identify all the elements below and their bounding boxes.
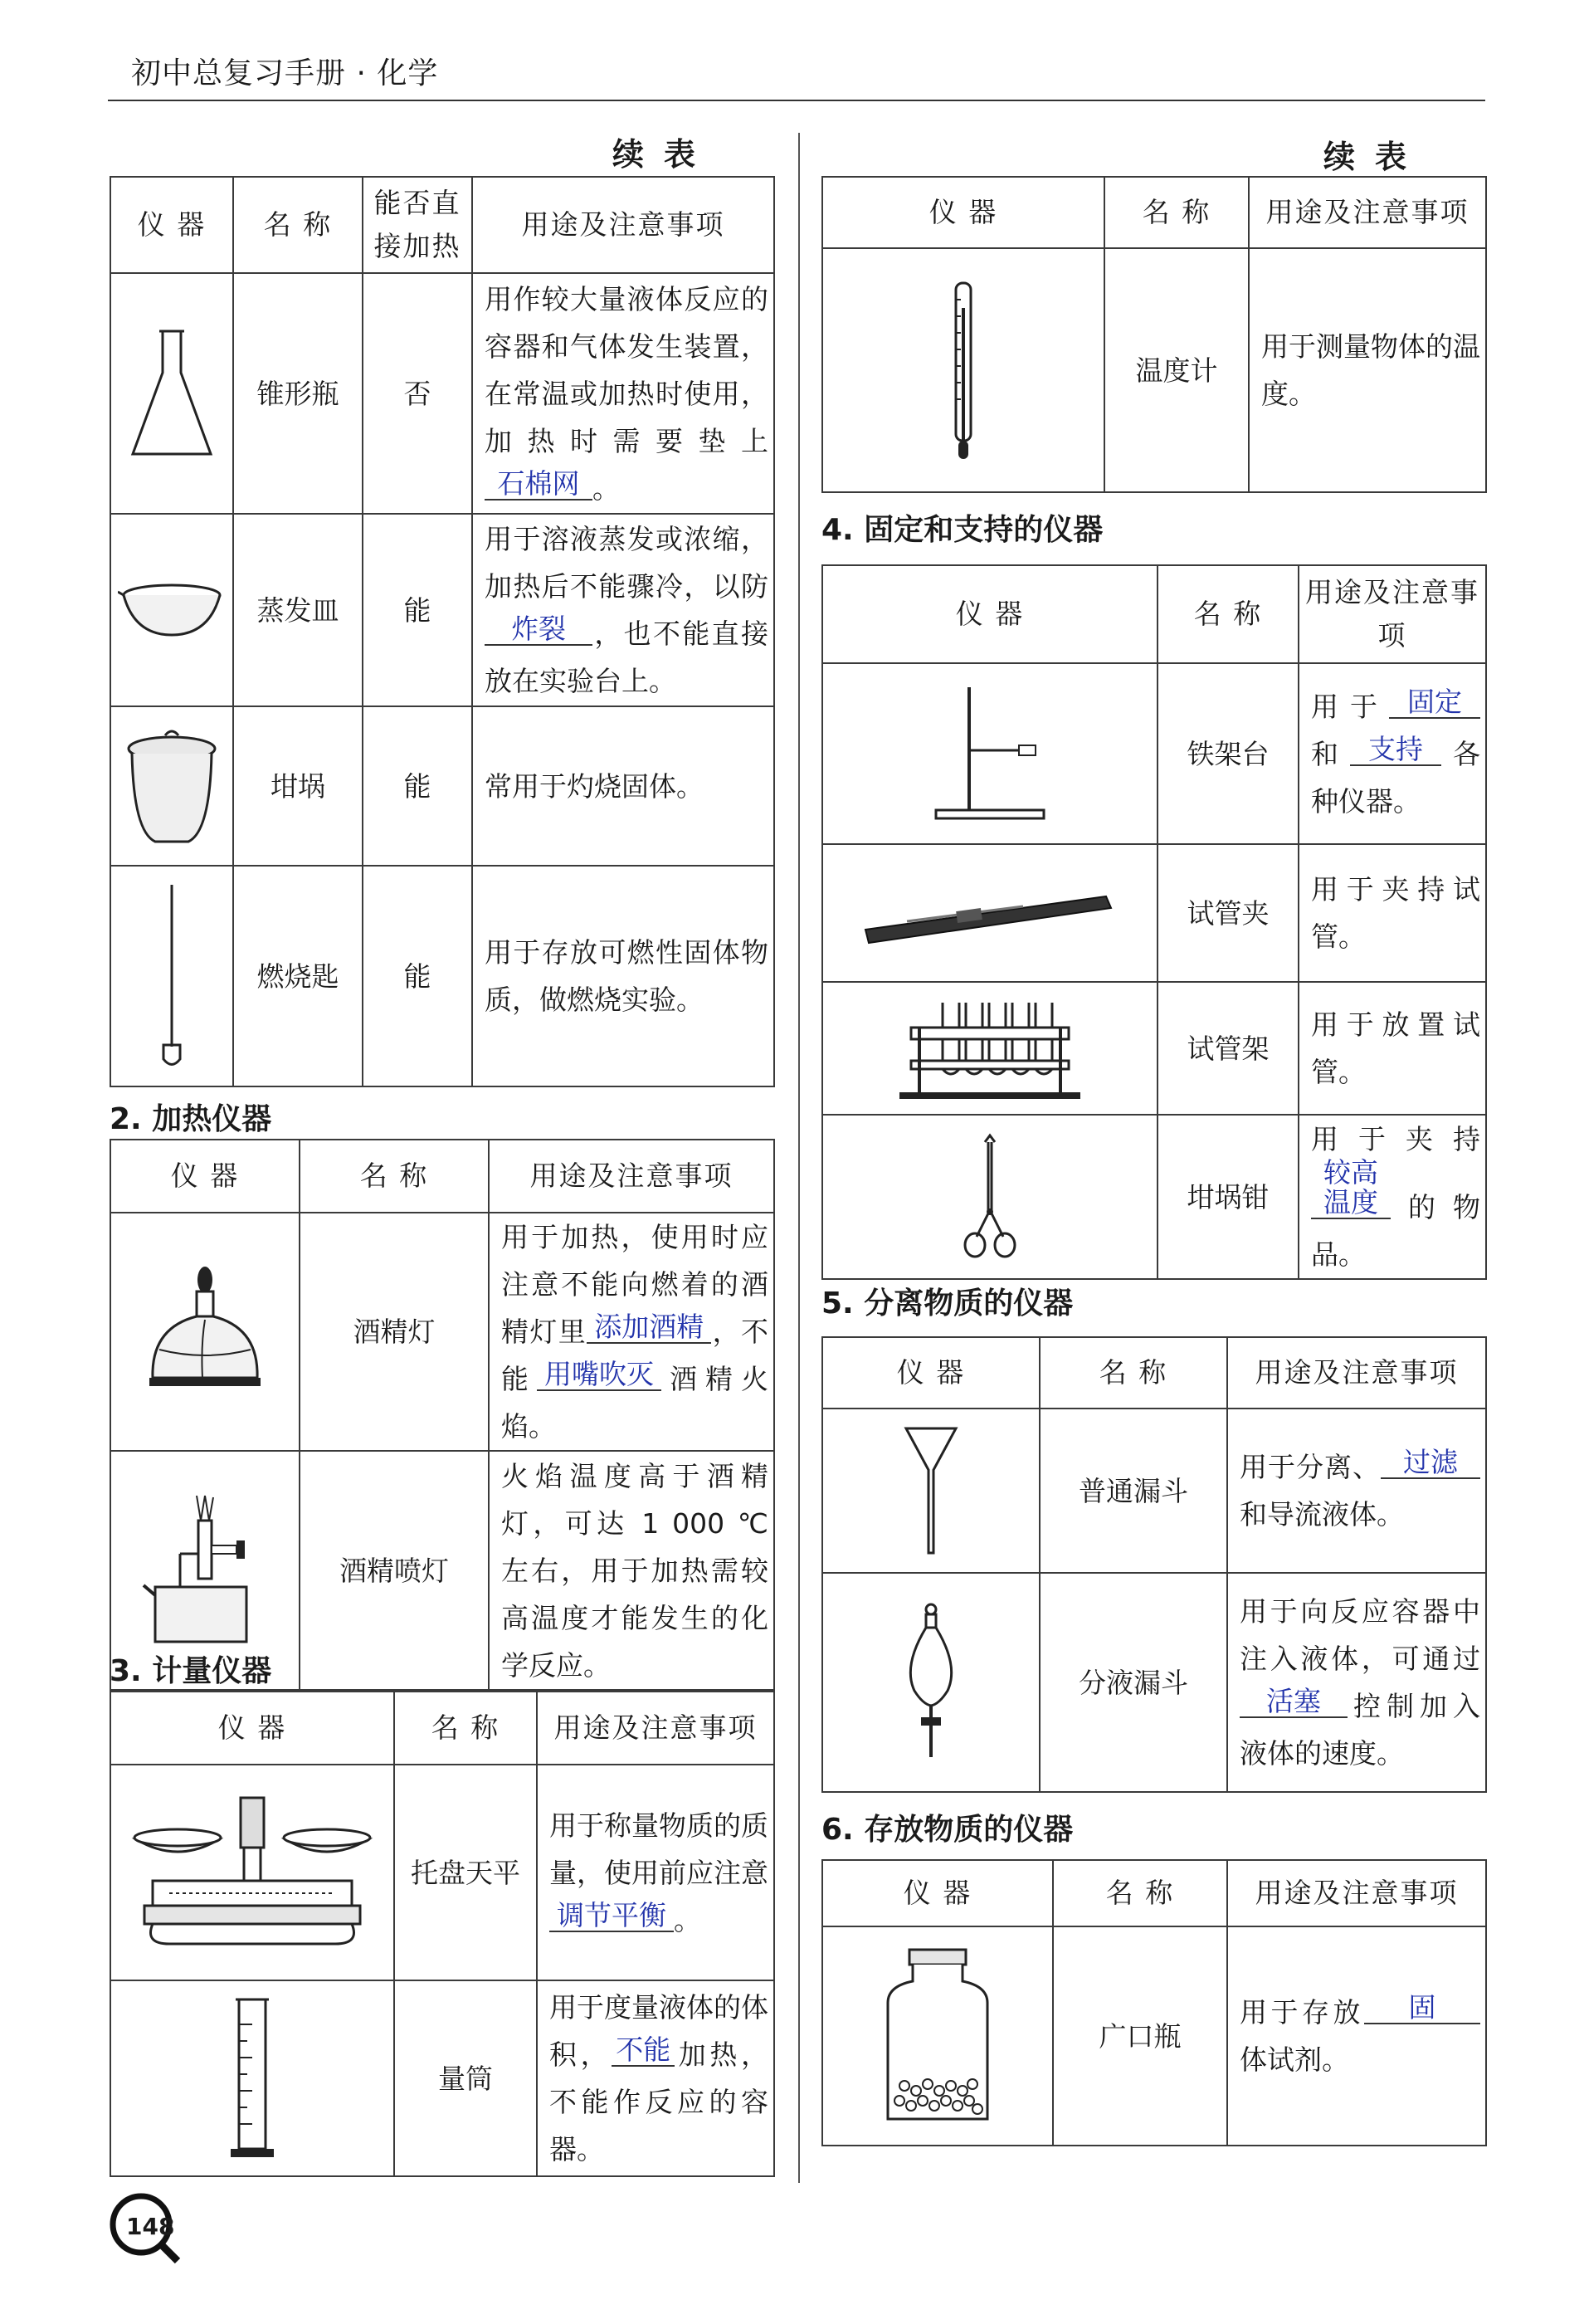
- col-header-name: 名 称: [1040, 1337, 1227, 1409]
- answer-fill: 支持: [1350, 735, 1441, 766]
- usage-text: 用于向反应容器中注入液体，可通过: [1240, 1595, 1480, 1675]
- thermometer-icon: [943, 275, 984, 466]
- table-row: [110, 706, 774, 866]
- table-row: [822, 248, 1486, 492]
- col-header-instrument: 仪 器: [822, 565, 1158, 663]
- instrument-name: 燃烧匙: [233, 866, 363, 1086]
- instrument-name: 广口瓶: [1053, 1926, 1227, 2146]
- col-header-usage: 用途及注意事项: [537, 1692, 774, 1765]
- answer-fill: 炸裂: [485, 614, 592, 646]
- col-header-usage: 用途及注意事项: [489, 1140, 774, 1213]
- col-header-name: 名 称: [300, 1140, 489, 1213]
- answer-fill: 用嘴吹灭: [537, 1360, 661, 1391]
- answer-fill: 调节平衡: [549, 1901, 674, 1932]
- table-row: [822, 1115, 1486, 1279]
- direct-heat-value: 能: [363, 866, 472, 1086]
- col-header-instrument: 仪 器: [110, 1140, 300, 1213]
- page-header: 初中总复习手册 · 化学: [131, 56, 439, 90]
- section-title-separation: 5. 分离物质的仪器: [821, 1286, 1074, 1321]
- page-number-badge: [108, 2191, 183, 2266]
- table-row: [822, 844, 1486, 982]
- instrument-name: 铁架台: [1158, 663, 1299, 844]
- usage-text: 用于加热，使用时应注意不能向燃着的酒精灯里: [501, 1221, 768, 1348]
- col-header-name: 名 称: [1104, 177, 1249, 248]
- usage-text: 用于度量液体的体积，: [549, 1991, 768, 2071]
- usage-text: 用于夹持试管。: [1299, 844, 1486, 982]
- usage-text-mid: 和: [1311, 737, 1350, 770]
- table-row: [822, 1926, 1486, 2146]
- usage-text-end: 的物品。: [1311, 1191, 1480, 1271]
- col-header-name: 名 称: [1158, 565, 1299, 663]
- separation-table: [821, 1336, 1487, 1793]
- col-header-usage: 用途及注意事项: [1299, 565, 1486, 663]
- answer-fill: 不能: [612, 2035, 675, 2067]
- usage-text: 用于存放: [1240, 1996, 1364, 2029]
- instrument-name: 坩埚钳: [1158, 1115, 1299, 1279]
- answer-fill: 活塞: [1240, 1687, 1348, 1718]
- col-header-instrument: 仪 器: [822, 177, 1104, 248]
- heating-table: [110, 1139, 775, 1691]
- instrument-name: 量筒: [394, 1980, 537, 2176]
- usage-text: 用于: [1311, 690, 1389, 723]
- col-header-direct-heat: 能否直接加热: [363, 177, 472, 273]
- instrument-name: 坩埚: [233, 706, 363, 866]
- usage-text: 用于夹持: [1311, 1123, 1480, 1155]
- instrument-name: 酒精喷灯: [300, 1451, 489, 1690]
- section-title-support: 4. 固定和支持的仪器: [821, 513, 1104, 547]
- usage-text: 用于称量物质的质量，使用前应注意: [549, 1809, 768, 1889]
- alcohol-lamp-icon: [143, 1262, 267, 1403]
- usage-text: 用作较大量液体反应的容器和气体发生装置，在常温或加热时使用，加热时需要垫上: [485, 282, 768, 457]
- answer-fill: 较高温度: [1311, 1158, 1391, 1219]
- page-number: 148: [126, 2213, 175, 2240]
- usage-text: 用于放置试管。: [1299, 982, 1486, 1115]
- usage-text-end: 控制加入液体的速度。: [1240, 1690, 1480, 1770]
- table-row: [110, 1213, 774, 1451]
- balance-icon: [119, 1789, 385, 1955]
- funnel-icon: [902, 1420, 960, 1561]
- col-header-usage: 用途及注意事项: [1227, 1860, 1486, 1926]
- col-header-name: 名 称: [233, 177, 363, 273]
- evaporating-dish-icon: [118, 577, 226, 643]
- table-row: [110, 514, 774, 706]
- instrument-name: 锥形瓶: [233, 273, 363, 514]
- alcohol-blowtorch-icon: [139, 1487, 271, 1653]
- graduated-cylinder-icon: [219, 1991, 285, 2165]
- table-row: [822, 1573, 1486, 1792]
- instrument-name: 普通漏斗: [1040, 1409, 1227, 1573]
- storage-table: [821, 1859, 1487, 2146]
- usage-text: 用于分离、: [1240, 1451, 1381, 1483]
- col-header-instrument: 仪 器: [110, 1692, 394, 1765]
- instrument-name: 分液漏斗: [1040, 1573, 1227, 1792]
- iron-stand-icon: [928, 679, 1052, 828]
- instrument-name: 酒精灯: [300, 1213, 489, 1451]
- usage-text-end: 体试剂。: [1240, 2043, 1349, 2076]
- table-row: [110, 1765, 774, 1980]
- table-row: [822, 982, 1486, 1115]
- usage-text-mid: ，不能: [501, 1316, 769, 1395]
- usage-text-end: 和导流液体。: [1240, 1498, 1404, 1531]
- test-tube-rack-icon: [894, 994, 1085, 1102]
- col-header-instrument: 仪 器: [822, 1860, 1053, 1926]
- usage-text-end: 加热，不能作反应的容器。: [549, 2038, 769, 2165]
- direct-heat-value: 否: [363, 273, 472, 514]
- usage-text: 用于溶液蒸发或浓缩，加热后不能骤冷，以防: [485, 523, 768, 603]
- usage-text-end: 各种仪器。: [1311, 737, 1480, 818]
- instrument-name: 托盘天平: [394, 1765, 537, 1980]
- crucible-icon: [122, 724, 222, 848]
- section-title-storage: 6. 存放物质的仪器: [821, 1813, 1074, 1847]
- instrument-name: 温度计: [1104, 248, 1249, 492]
- combustion-spoon-icon: [155, 881, 188, 1072]
- table-row: [110, 1980, 774, 2176]
- measuring-table: [110, 1691, 775, 2177]
- instrument-name: 试管夹: [1158, 844, 1299, 982]
- instrument-name: 试管架: [1158, 982, 1299, 1115]
- col-header-instrument: 仪 器: [110, 177, 233, 273]
- instrument-name: 蒸发皿: [233, 514, 363, 706]
- usage-text-end: ，也不能直接放在实验台上。: [485, 618, 768, 697]
- col-header-instrument: 仪 器: [822, 1337, 1040, 1409]
- answer-fill: 过滤: [1381, 1448, 1480, 1479]
- section-title-heating: 2. 加热仪器: [110, 1102, 272, 1136]
- usage-text: 用于存放可燃性固体物质，做燃烧实验。: [472, 866, 774, 1086]
- direct-heat-value: 能: [363, 514, 472, 706]
- vessel-table: [110, 176, 775, 1087]
- support-table: [821, 564, 1487, 1280]
- col-header-name: 名 称: [394, 1692, 537, 1765]
- thermometer-table: [821, 176, 1487, 493]
- usage-text-end: 。: [592, 471, 620, 505]
- usage-text: 用于测量物体的温度。: [1249, 248, 1486, 492]
- conical-flask-icon: [126, 323, 217, 464]
- col-header-usage: 用途及注意事项: [1249, 177, 1486, 248]
- usage-text: 常用于灼烧固体。: [472, 706, 774, 866]
- wide-mouth-bottle-icon: [880, 1945, 996, 2127]
- usage-text-end: 酒精火焰。: [501, 1363, 768, 1443]
- separatory-funnel-icon: [898, 1599, 964, 1765]
- table-row: [110, 866, 774, 1086]
- col-header-usage: 用途及注意事项: [472, 177, 774, 273]
- test-tube-clamp-icon: [857, 872, 1123, 954]
- answer-fill: 添加酒精: [587, 1312, 711, 1344]
- continued-label-right: 续表: [1323, 139, 1427, 175]
- section-title-measuring: 3. 计量仪器: [110, 1654, 272, 1688]
- answer-fill: 固: [1364, 1993, 1480, 2024]
- direct-heat-value: 能: [363, 706, 472, 866]
- col-header-name: 名 称: [1053, 1860, 1227, 1926]
- continued-label-left: 续表: [612, 136, 716, 173]
- column-divider: [798, 133, 800, 2183]
- crucible-tongs-icon: [957, 1130, 1023, 1263]
- answer-fill: 石棉网: [485, 469, 592, 500]
- table-row: [822, 1409, 1486, 1573]
- usage-text: 火焰温度高于酒精灯，可达 1 000 ℃ 左右，用于加热需较高温度才能发生的化学反应。: [489, 1451, 774, 1690]
- table-row: [822, 663, 1486, 844]
- col-header-usage: 用途及注意事项: [1227, 1337, 1486, 1409]
- answer-fill: 固定: [1389, 687, 1480, 719]
- usage-text-end: 。: [674, 1903, 701, 1936]
- table-row: [110, 273, 774, 514]
- header-rule: [108, 100, 1485, 101]
